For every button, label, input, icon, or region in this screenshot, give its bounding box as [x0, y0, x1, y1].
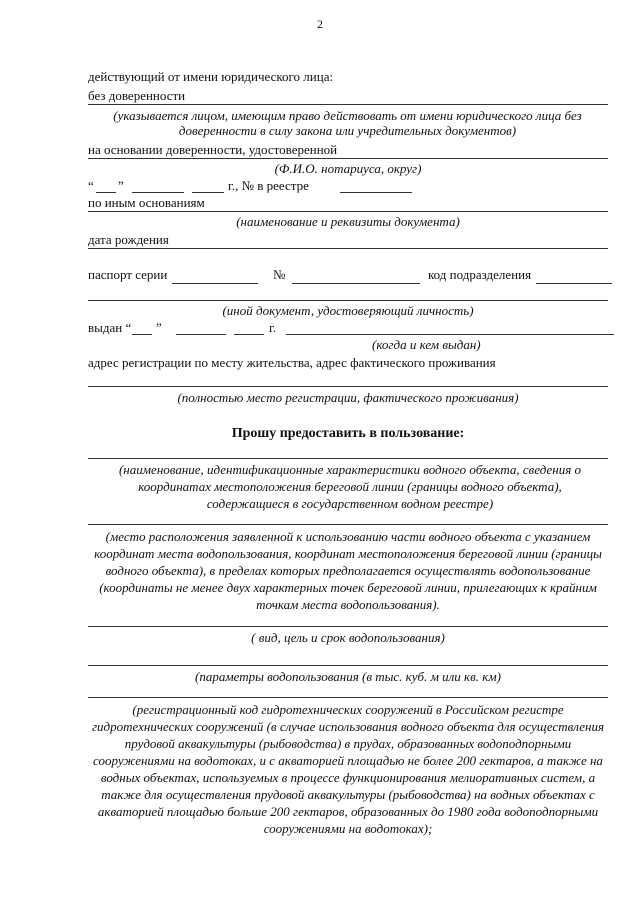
birth-date-line[interactable] [88, 248, 608, 249]
issued-quote-close: ” [156, 320, 162, 335]
issued-day-line[interactable] [132, 334, 152, 335]
page-number: 2 [317, 17, 323, 31]
birth-date-label: дата рождения [88, 232, 169, 247]
year-registry-label: г., № в реестре [228, 178, 309, 193]
issued-year-line[interactable] [234, 334, 264, 335]
passport-number-line[interactable] [292, 283, 420, 284]
passport-series-label: паспорт серии [88, 267, 168, 282]
without-poa-note: (указывается лицом, имеющим право действовать от имени юридического лица без доверенности в силу закона или учредительных документов) [113, 108, 582, 138]
date-month-line[interactable] [132, 192, 184, 193]
poa-line[interactable] [88, 158, 608, 159]
issued-month-line[interactable] [176, 334, 226, 335]
date-day-line[interactable] [96, 192, 116, 193]
request-heading: Прошу предоставить в пользование: [231, 426, 465, 441]
address-line[interactable] [88, 386, 608, 387]
location-line[interactable] [88, 524, 608, 525]
other-grounds-label: по иным основаниям [88, 195, 205, 210]
address-note: (полностью место регистрации, фактического проживания) [177, 390, 519, 405]
poa-basis-label: на основании доверенности, удостоверенной [88, 142, 338, 157]
issued-note: (когда и кем выдан) [372, 337, 481, 352]
date-quote-close: ” [118, 178, 124, 193]
notary-note: (Ф.И.О. нотариуса, округ) [274, 161, 422, 176]
document-note: (наименование и реквизиты документа) [236, 214, 460, 229]
purpose-line[interactable] [88, 626, 608, 627]
issued-label: выдан “ [88, 320, 132, 335]
passport-series-line[interactable] [172, 283, 258, 284]
division-code-label: код подразделения [428, 267, 532, 282]
object-line[interactable] [88, 458, 608, 459]
registry-number-line[interactable] [340, 192, 412, 193]
passport-number-label: № [273, 267, 286, 282]
hydro-note: (регистрационный код гидротехнических сооружений в Российском регистре гидротехнических сооружений (в случае использования водного объекта для осуществления прудовой аквакультуры (рыбоводства) в прудах, образованных водоподпорными сооружениями на водотоках, и с акваторией площадью не более 200 гектаров, а также на водных объектах, используемых в процессе функционирования мелиоративных систем, а также для осуществления прудовой аквакультуры (рыбоводства) на водных объектах с акваторией площадью больше 200 гектаров, образованных до 1980 года водоподпорными сооружениями на водотоках); [91, 702, 605, 836]
issued-year-label: г. [269, 320, 277, 335]
params-line[interactable] [88, 665, 608, 666]
object-note: (наименование, идентификационные характеристики водного объекта, сведения о координатах местоположения береговой линии (границы водного объекта), содержащиеся в государственном водном реестре) [118, 462, 582, 511]
date-year-line[interactable] [192, 192, 224, 193]
without-poa-line[interactable] [88, 104, 608, 105]
purpose-note: ( вид, цель и срок водопользования) [251, 630, 445, 645]
location-note: (место расположения заявленной к использованию части водного объекта с указанием координат места водопользования, координат местоположения береговой линии (границы водного объекта), в пределах которых предполагается осуществлять водопользование (координаты не менее двух характерных точек береговой линии, прилегающих к крайним точкам места водопользования). [94, 529, 602, 612]
params-note: (параметры водопользования (в тыс. куб. м или кв. км) [195, 669, 501, 684]
other-grounds-line[interactable] [88, 211, 608, 212]
other-id-note: (иной документ, удостоверяющий личность) [222, 303, 474, 318]
issued-by-line[interactable] [286, 334, 614, 335]
without-poa-label: без доверенности [88, 88, 186, 103]
other-id-line[interactable] [88, 300, 608, 301]
hydro-line[interactable] [88, 697, 608, 698]
address-label: адрес регистрации по месту жительства, адрес фактического проживания [88, 355, 496, 370]
division-code-line[interactable] [536, 283, 612, 284]
acting-on-behalf-label: действующий от имени юридического лица: [88, 69, 334, 84]
date-quote-open: “ [88, 178, 94, 193]
